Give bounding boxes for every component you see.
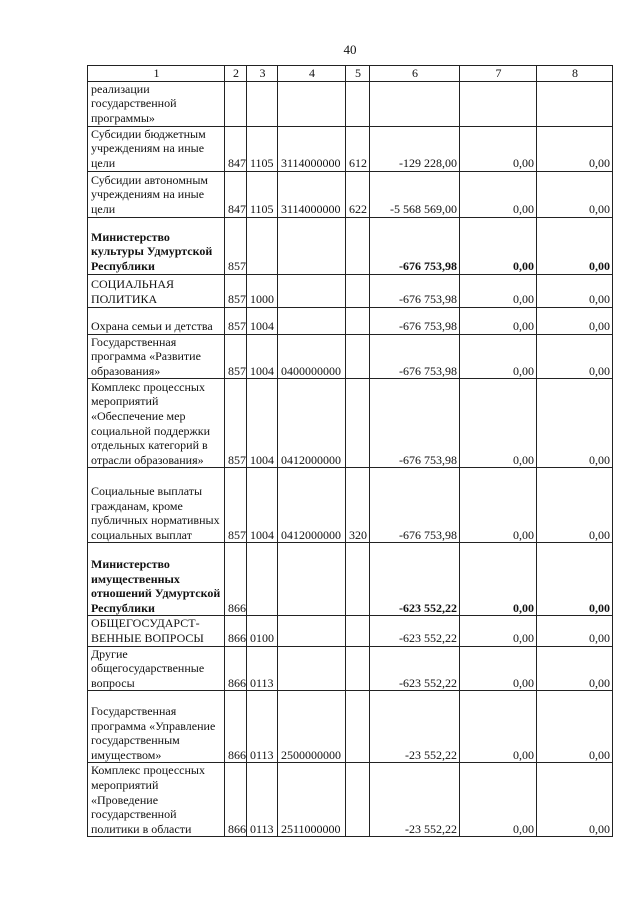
table-row [88,171,613,217]
admin-code-cell: 866 [225,616,247,646]
amount-year2-cell: 0,00 [460,646,537,691]
amount-year2-cell [460,81,537,126]
expense-type-cell [346,81,370,126]
amount-cell [370,81,460,126]
target-article-cell: 2500000000 [278,691,346,763]
column-header: 6 [370,66,460,82]
section-code-cell: 1000 [247,274,278,307]
table-row [88,468,613,543]
expense-type-cell [346,217,370,274]
amount-cell: -129 228,00 [370,126,460,171]
table-row [88,126,613,171]
table-body [88,81,613,837]
amount-year3-cell: 0,00 [537,307,613,334]
amount-year2-cell: 0,00 [460,126,537,171]
table-row [88,274,613,307]
section-code-cell: 1004 [247,307,278,334]
admin-code-cell: 857 [225,217,247,274]
section-code-cell: 0113 [247,763,278,837]
target-article-cell [278,543,346,616]
table-row [88,691,613,763]
expense-type-cell [346,379,370,468]
amount-year3-cell: 0,00 [537,646,613,691]
row-name-cell: СОЦИАЛЬНАЯ ПОЛИТИКА [88,274,225,307]
amount-cell: -676 753,98 [370,307,460,334]
amount-cell: -676 753,98 [370,334,460,379]
column-header: 1 [88,66,225,82]
header-row [88,66,613,82]
amount-year3-cell [537,81,613,126]
expense-type-cell: 320 [346,468,370,543]
section-code-cell [247,217,278,274]
expense-type-cell [346,334,370,379]
table-row [88,81,613,126]
amount-cell: -676 753,98 [370,217,460,274]
table-row [88,646,613,691]
admin-code-cell: 857 [225,274,247,307]
amount-year3-cell: 0,00 [537,274,613,307]
target-article-cell [278,274,346,307]
admin-code-cell: 847 [225,171,247,217]
amount-cell: -623 552,22 [370,616,460,646]
amount-year2-cell: 0,00 [460,334,537,379]
admin-code-cell: 866 [225,763,247,837]
admin-code-cell: 847 [225,126,247,171]
row-name-cell: Субсидии бюджетным учреждениям на иные цели [88,126,225,171]
admin-code-cell: 866 [225,691,247,763]
column-header: 4 [278,66,346,82]
admin-code-cell: 857 [225,379,247,468]
amount-cell: -676 753,98 [370,379,460,468]
table-row [88,543,613,616]
section-code-cell: 1004 [247,334,278,379]
amount-year2-cell: 0,00 [460,217,537,274]
row-name-cell: Государственная программа «Развитие образования» [88,334,225,379]
expense-type-cell [346,763,370,837]
amount-year2-cell: 0,00 [460,691,537,763]
section-code-cell [247,81,278,126]
amount-year3-cell: 0,00 [537,217,613,274]
admin-code-cell [225,81,247,126]
target-article-cell [278,217,346,274]
target-article-cell [278,616,346,646]
amount-cell: -623 552,22 [370,646,460,691]
amount-cell: -676 753,98 [370,274,460,307]
amount-year3-cell: 0,00 [537,763,613,837]
amount-year2-cell: 0,00 [460,171,537,217]
amount-year2-cell: 0,00 [460,379,537,468]
expense-type-cell [346,616,370,646]
target-article-cell [278,646,346,691]
row-name-cell: Субсидии автономным учреждениям на иные цели [88,171,225,217]
row-name-cell: Министерство имущественных отношений Удмуртской Республики [88,543,225,616]
section-code-cell: 1105 [247,126,278,171]
admin-code-cell: 857 [225,334,247,379]
table-row [88,307,613,334]
amount-year2-cell: 0,00 [460,616,537,646]
expense-type-cell: 612 [346,126,370,171]
section-code-cell: 1004 [247,379,278,468]
admin-code-cell: 866 [225,646,247,691]
row-name-cell: ОБЩЕГОСУДАРСТ-ВЕННЫЕ ВОПРОСЫ [88,616,225,646]
target-article-cell [278,307,346,334]
row-name-cell: реализации государственной программы» [88,81,225,126]
expense-type-cell [346,543,370,616]
amount-cell: -23 552,22 [370,763,460,837]
expense-type-cell [346,274,370,307]
row-name-cell: Министерство культуры Удмуртской Республики [88,217,225,274]
section-code-cell: 0113 [247,646,278,691]
target-article-cell: 0412000000 [278,468,346,543]
table-row [88,763,613,837]
admin-code-cell: 857 [225,307,247,334]
amount-year3-cell: 0,00 [537,334,613,379]
table-row [88,379,613,468]
amount-year3-cell: 0,00 [537,468,613,543]
row-name-cell: Комплекс процессных мероприятий «Обеспечение мер социальной поддержки отдельных категорий в отрасли образования» [88,379,225,468]
expense-type-cell [346,691,370,763]
expense-type-cell: 622 [346,171,370,217]
target-article-cell: 3114000000 [278,171,346,217]
table-row [88,217,613,274]
budget-table [87,65,613,837]
section-code-cell [247,543,278,616]
table-row [88,616,613,646]
amount-cell: -623 552,22 [370,543,460,616]
row-name-cell: Комплекс процессных мероприятий «Проведение государственной политики в области [88,763,225,837]
amount-year3-cell: 0,00 [537,616,613,646]
admin-code-cell: 857 [225,468,247,543]
target-article-cell: 0412000000 [278,379,346,468]
section-code-cell: 0100 [247,616,278,646]
column-header: 2 [225,66,247,82]
amount-year3-cell: 0,00 [537,171,613,217]
column-header: 5 [346,66,370,82]
amount-cell: -23 552,22 [370,691,460,763]
amount-year3-cell: 0,00 [537,126,613,171]
table-row [88,334,613,379]
section-code-cell: 0113 [247,691,278,763]
amount-year2-cell: 0,00 [460,763,537,837]
column-header: 7 [460,66,537,82]
section-code-cell: 1004 [247,468,278,543]
column-header: 3 [247,66,278,82]
amount-cell: -676 753,98 [370,468,460,543]
column-header: 8 [537,66,613,82]
target-article-cell: 2511000000 [278,763,346,837]
expense-type-cell [346,646,370,691]
amount-cell: -5 568 569,00 [370,171,460,217]
amount-year2-cell: 0,00 [460,468,537,543]
amount-year2-cell: 0,00 [460,274,537,307]
row-name-cell: Социальные выплаты гражданам, кроме публичных нормативных социальных выплат [88,468,225,543]
target-article-cell [278,81,346,126]
expense-type-cell [346,307,370,334]
row-name-cell: Другие общегосударственные вопросы [88,646,225,691]
admin-code-cell: 866 [225,543,247,616]
amount-year3-cell: 0,00 [537,543,613,616]
section-code-cell: 1105 [247,171,278,217]
amount-year2-cell: 0,00 [460,307,537,334]
target-article-cell: 3114000000 [278,126,346,171]
target-article-cell: 0400000000 [278,334,346,379]
row-name-cell: Государственная программа «Управление государственным имуществом» [88,691,225,763]
row-name-cell: Охрана семьи и детства [88,307,225,334]
amount-year3-cell: 0,00 [537,379,613,468]
amount-year3-cell: 0,00 [537,691,613,763]
page-number: 40 [343,42,357,57]
amount-year2-cell: 0,00 [460,543,537,616]
